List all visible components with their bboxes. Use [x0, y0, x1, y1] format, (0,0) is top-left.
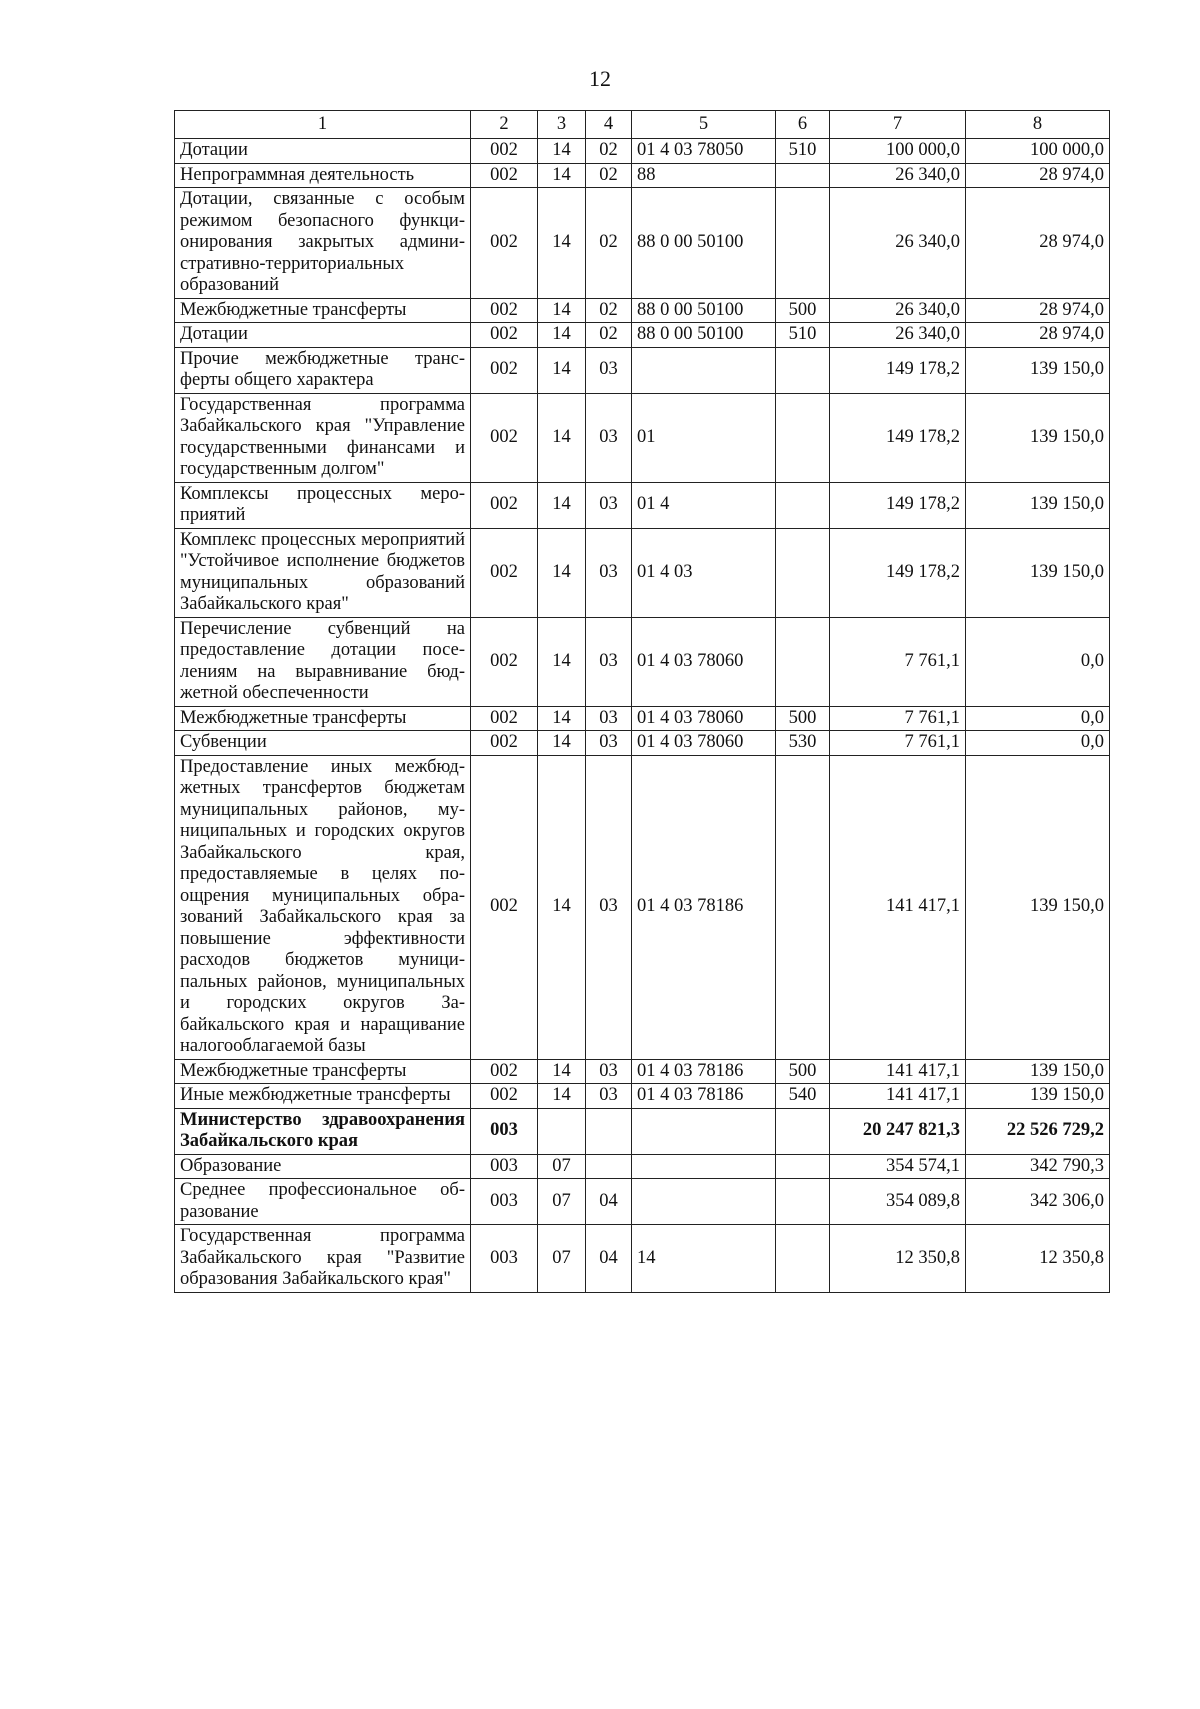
row-section: 14 — [538, 393, 586, 482]
row-target-item — [632, 347, 776, 393]
table-row — [175, 731, 1110, 756]
row-expense-type: 500 — [776, 1059, 830, 1084]
row-section: 14 — [538, 482, 586, 528]
row-amount-year-2: 28 974,0 — [966, 323, 1110, 348]
row-expense-type — [776, 1108, 830, 1154]
row-amount-year-2: 139 150,0 — [966, 528, 1110, 617]
row-name: Комплексы процессных мероприятий — [175, 482, 471, 528]
row-expense-type: 530 — [776, 731, 830, 756]
row-expense-type — [776, 482, 830, 528]
row-subsection: 02 — [586, 298, 632, 323]
row-name: Дотации — [175, 139, 471, 164]
table-body — [175, 139, 1110, 1293]
row-expense-type: 510 — [776, 139, 830, 164]
row-amount-year-2: 22 526 729,2 — [966, 1108, 1110, 1154]
row-amount-year-2: 342 306,0 — [966, 1179, 1110, 1225]
row-name: Межбюджетные трансферты — [175, 298, 471, 323]
row-subsection: 03 — [586, 393, 632, 482]
row-admin-code: 002 — [471, 706, 538, 731]
row-subsection: 02 — [586, 139, 632, 164]
row-admin-code: 002 — [471, 139, 538, 164]
row-amount-year-2: 139 150,0 — [966, 1084, 1110, 1109]
row-target-item: 01 4 03 — [632, 528, 776, 617]
header-cell: 3 — [538, 111, 586, 139]
row-admin-code: 002 — [471, 731, 538, 756]
row-admin-code: 003 — [471, 1154, 538, 1179]
row-section: 07 — [538, 1225, 586, 1293]
table-row — [175, 706, 1110, 731]
row-section — [538, 1108, 586, 1154]
table-row — [175, 1084, 1110, 1109]
row-amount-year-1: 141 417,1 — [830, 755, 966, 1059]
row-expense-type — [776, 393, 830, 482]
row-amount-year-1: 26 340,0 — [830, 323, 966, 348]
row-name: Субвенции — [175, 731, 471, 756]
table-row — [175, 163, 1110, 188]
row-admin-code: 003 — [471, 1225, 538, 1293]
header-cell: 6 — [776, 111, 830, 139]
row-subsection: 02 — [586, 188, 632, 299]
row-expense-type: 510 — [776, 323, 830, 348]
row-section: 14 — [538, 617, 586, 706]
row-amount-year-2: 28 974,0 — [966, 163, 1110, 188]
row-amount-year-1: 149 178,2 — [830, 482, 966, 528]
row-target-item: 88 0 00 50100 — [632, 188, 776, 299]
row-expense-type — [776, 528, 830, 617]
row-expense-type — [776, 1154, 830, 1179]
row-amount-year-2: 0,0 — [966, 706, 1110, 731]
row-amount-year-2: 12 350,8 — [966, 1225, 1110, 1293]
row-admin-code: 003 — [471, 1108, 538, 1154]
row-name: Иные межбюджетные трансферты — [175, 1084, 471, 1109]
row-target-item: 01 4 03 78186 — [632, 1084, 776, 1109]
row-name: Дотации, связанные с особым режимом безопасного функционирования закрытых административно-территориальных образований — [175, 188, 471, 299]
row-amount-year-2: 0,0 — [966, 731, 1110, 756]
row-section: 14 — [538, 347, 586, 393]
row-amount-year-1: 149 178,2 — [830, 393, 966, 482]
row-amount-year-1: 7 761,1 — [830, 731, 966, 756]
row-section: 07 — [538, 1179, 586, 1225]
row-target-item: 01 4 03 78060 — [632, 617, 776, 706]
row-expense-type — [776, 347, 830, 393]
header-cell: 4 — [586, 111, 632, 139]
header-cell: 7 — [830, 111, 966, 139]
row-subsection: 03 — [586, 347, 632, 393]
header-row — [175, 111, 1110, 139]
row-expense-type — [776, 617, 830, 706]
row-amount-year-1: 7 761,1 — [830, 706, 966, 731]
row-name: Государственная программа Забайкальского края "Развитие образования Забайкальского края" — [175, 1225, 471, 1293]
row-amount-year-2: 139 150,0 — [966, 1059, 1110, 1084]
row-amount-year-2: 28 974,0 — [966, 298, 1110, 323]
row-subsection: 02 — [586, 323, 632, 348]
row-name: Непрограммная деятельность — [175, 163, 471, 188]
row-name: Прочие межбюджетные трансферты общего характера — [175, 347, 471, 393]
table-row — [175, 1059, 1110, 1084]
row-amount-year-1: 141 417,1 — [830, 1084, 966, 1109]
table-row — [175, 347, 1110, 393]
header-cell: 2 — [471, 111, 538, 139]
row-target-item: 14 — [632, 1225, 776, 1293]
row-subsection: 02 — [586, 163, 632, 188]
row-subsection — [586, 1154, 632, 1179]
row-admin-code: 002 — [471, 482, 538, 528]
row-target-item: 88 — [632, 163, 776, 188]
row-section: 07 — [538, 1154, 586, 1179]
table-row — [175, 323, 1110, 348]
row-name: Комплекс процессных мероприятий "Устойчивое исполнение бюджетов муниципальных образований Забайкальского края" — [175, 528, 471, 617]
row-target-item — [632, 1108, 776, 1154]
row-admin-code: 002 — [471, 1059, 538, 1084]
row-admin-code: 002 — [471, 617, 538, 706]
row-name: Перечисление субвенций на предоставление дотации поселениям на выравнивание бюджетной обеспеченности — [175, 617, 471, 706]
row-target-item: 01 4 03 78050 — [632, 139, 776, 164]
row-subsection: 04 — [586, 1225, 632, 1293]
header-cell: 5 — [632, 111, 776, 139]
table-row — [175, 755, 1110, 1059]
row-name: Дотации — [175, 323, 471, 348]
row-subsection: 03 — [586, 1084, 632, 1109]
row-target-item: 88 0 00 50100 — [632, 298, 776, 323]
row-name: Межбюджетные трансферты — [175, 706, 471, 731]
row-subsection: 03 — [586, 1059, 632, 1084]
header-cell: 1 — [175, 111, 471, 139]
row-amount-year-2: 139 150,0 — [966, 482, 1110, 528]
row-amount-year-2: 342 790,3 — [966, 1154, 1110, 1179]
row-admin-code: 002 — [471, 528, 538, 617]
row-section: 14 — [538, 731, 586, 756]
row-section: 14 — [538, 323, 586, 348]
table-row — [175, 139, 1110, 164]
table-row — [175, 298, 1110, 323]
row-amount-year-1: 26 340,0 — [830, 298, 966, 323]
page-number: 12 — [589, 66, 611, 91]
row-admin-code: 002 — [471, 755, 538, 1059]
row-section: 14 — [538, 139, 586, 164]
row-section: 14 — [538, 528, 586, 617]
row-name: Предоставление иных межбюджетных трансфертов бюджетам муниципальных районов, муниципальных и городских округов Забайкальского края, предоставляемые в целях поощрения муниципальных образований Забайкальского края за повышение эффективности расходов бюджетов муниципальных районов, муниципальных и городских округов Забайкальского края и наращивание налогооблагаемой базы — [175, 755, 471, 1059]
row-expense-type: 500 — [776, 706, 830, 731]
row-expense-type: 540 — [776, 1084, 830, 1109]
row-target-item: 01 4 03 78060 — [632, 731, 776, 756]
row-section: 14 — [538, 298, 586, 323]
row-subsection: 03 — [586, 528, 632, 617]
row-expense-type — [776, 755, 830, 1059]
row-expense-type — [776, 163, 830, 188]
table-row — [175, 1179, 1110, 1225]
row-amount-year-1: 354 089,8 — [830, 1179, 966, 1225]
row-amount-year-1: 100 000,0 — [830, 139, 966, 164]
row-amount-year-2: 139 150,0 — [966, 755, 1110, 1059]
table-row — [175, 1154, 1110, 1179]
row-section: 14 — [538, 1059, 586, 1084]
table-row — [175, 482, 1110, 528]
row-name: Среднее профессиональное образование — [175, 1179, 471, 1225]
row-target-item: 01 4 03 78060 — [632, 706, 776, 731]
row-target-item: 01 4 03 78186 — [632, 1059, 776, 1084]
row-section: 14 — [538, 188, 586, 299]
row-amount-year-2: 100 000,0 — [966, 139, 1110, 164]
row-amount-year-1: 20 247 821,3 — [830, 1108, 966, 1154]
row-admin-code: 002 — [471, 393, 538, 482]
row-section: 14 — [538, 755, 586, 1059]
row-admin-code: 003 — [471, 1179, 538, 1225]
row-admin-code: 002 — [471, 298, 538, 323]
row-expense-type — [776, 1179, 830, 1225]
row-admin-code: 002 — [471, 323, 538, 348]
budget-table — [174, 110, 1110, 1293]
row-amount-year-1: 12 350,8 — [830, 1225, 966, 1293]
row-amount-year-1: 149 178,2 — [830, 347, 966, 393]
row-amount-year-1: 26 340,0 — [830, 188, 966, 299]
row-subsection: 03 — [586, 755, 632, 1059]
row-amount-year-1: 26 340,0 — [830, 163, 966, 188]
row-admin-code: 002 — [471, 188, 538, 299]
row-name: Государственная программа Забайкальского края "Управление государственными финансами и государственным долгом" — [175, 393, 471, 482]
table-row — [175, 1225, 1110, 1293]
table-row — [175, 528, 1110, 617]
row-amount-year-2: 139 150,0 — [966, 393, 1110, 482]
row-name: Министерство здравоохранения Забайкальского края — [175, 1108, 471, 1154]
row-name: Образование — [175, 1154, 471, 1179]
row-expense-type: 500 — [776, 298, 830, 323]
row-subsection: 03 — [586, 482, 632, 528]
row-target-item: 01 4 — [632, 482, 776, 528]
row-section: 14 — [538, 706, 586, 731]
table-row — [175, 617, 1110, 706]
header-cell: 8 — [966, 111, 1110, 139]
row-amount-year-1: 149 178,2 — [830, 528, 966, 617]
row-amount-year-2: 0,0 — [966, 617, 1110, 706]
row-subsection: 04 — [586, 1179, 632, 1225]
row-amount-year-1: 141 417,1 — [830, 1059, 966, 1084]
row-name: Межбюджетные трансферты — [175, 1059, 471, 1084]
row-target-item — [632, 1154, 776, 1179]
row-expense-type — [776, 1225, 830, 1293]
row-admin-code: 002 — [471, 163, 538, 188]
row-expense-type — [776, 188, 830, 299]
row-admin-code: 002 — [471, 1084, 538, 1109]
row-subsection — [586, 1108, 632, 1154]
row-subsection: 03 — [586, 706, 632, 731]
row-amount-year-1: 7 761,1 — [830, 617, 966, 706]
row-subsection: 03 — [586, 617, 632, 706]
table-row — [175, 188, 1110, 299]
row-admin-code: 002 — [471, 347, 538, 393]
table-row — [175, 393, 1110, 482]
row-amount-year-2: 28 974,0 — [966, 188, 1110, 299]
row-target-item: 01 — [632, 393, 776, 482]
row-target-item: 88 0 00 50100 — [632, 323, 776, 348]
row-section: 14 — [538, 1084, 586, 1109]
row-section: 14 — [538, 163, 586, 188]
table-row — [175, 1108, 1110, 1154]
row-amount-year-2: 139 150,0 — [966, 347, 1110, 393]
row-target-item — [632, 1179, 776, 1225]
row-target-item: 01 4 03 78186 — [632, 755, 776, 1059]
row-amount-year-1: 354 574,1 — [830, 1154, 966, 1179]
row-subsection: 03 — [586, 731, 632, 756]
